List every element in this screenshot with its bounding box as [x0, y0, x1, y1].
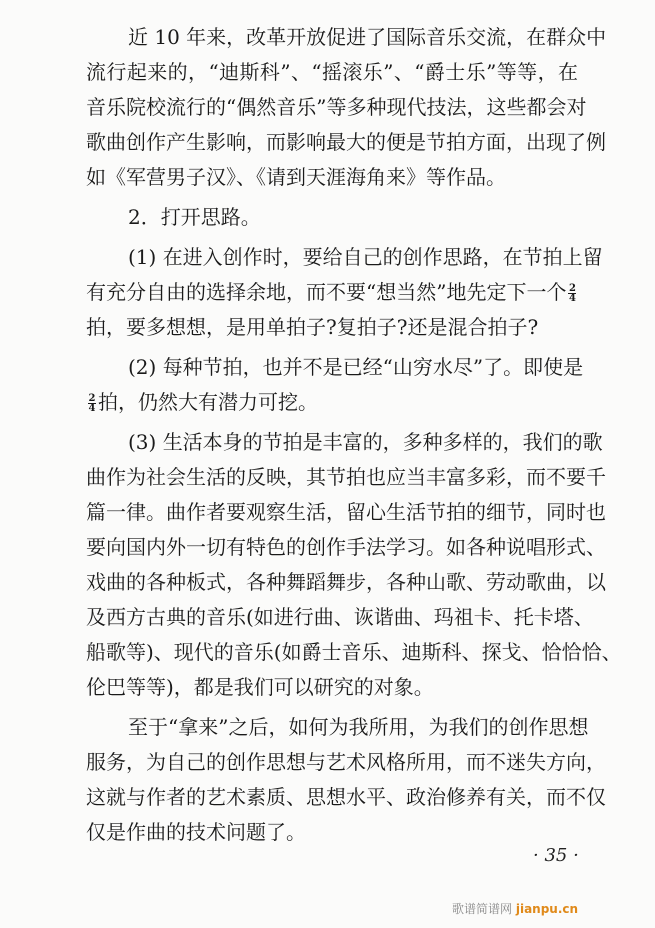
page-number: · 35 · — [533, 845, 579, 866]
time-signature: $\frac{2}{4}$ — [568, 283, 576, 304]
text-line: 篇一律。曲作者要观察生活，留心生活节拍的细节，同时也 — [86, 500, 606, 524]
text-line: 及西方古典的音乐(如进行曲、诙谐曲、玛祖卡、托卡塔、 — [86, 605, 594, 629]
text-line: 戏曲的各种板式，各种舞蹈舞步，各种山歌、劳动歌曲，以 — [86, 570, 606, 594]
text-line: 2．打开思路。 — [128, 205, 261, 229]
text-line: 船歌等)、现代的音乐(如爵士音乐、迪斯科、探戈、恰恰恰、 — [86, 640, 622, 664]
paragraph — [86, 710, 606, 850]
paragraph — [86, 200, 578, 235]
text-line: 如《军营男子汉》、《请到天涯海角来》等作品。 — [86, 165, 506, 189]
paragraph — [86, 350, 584, 420]
text-line: 要向国内外一切有特色的创作手法学习。如各种说唱形式、 — [86, 535, 606, 559]
text-line: 歌曲创作产生影响，而影响最大的便是节拍方面，出现了例 — [86, 130, 606, 154]
text-line: 仅是作曲的技术问题了。 — [86, 820, 306, 844]
paragraph — [86, 240, 603, 345]
text-line: (2) 每种节拍，也并不是已经“山穷水尽”了。即使是 — [128, 355, 584, 379]
text-line: 曲作为社会生活的反映，其节拍也应当丰富多彩，而不要千 — [86, 465, 606, 489]
watermark-site: 歌谱简谱网 — [452, 902, 513, 916]
time-signature: $\frac{2}{4}$ — [88, 393, 96, 414]
text-line: 音乐院校流行的“偶然音乐”等多种现代技法，这些都会对 — [86, 95, 587, 119]
text-line: 这就与作者的艺术素质、思想水平、政治修养有关，而不仅 — [86, 785, 606, 809]
text-line: 近 10 年来，改革开放促进了国际音乐交流，在群众中 — [128, 25, 607, 49]
text-line: 拍，要多想想，是用单拍子?复拍子?还是混合拍子? — [86, 315, 539, 339]
text-line: 至于“拿来”之后，如何为我所用，为我们的创作思想 — [128, 715, 589, 739]
text-line: (3) 生活本身的节拍是丰富的，多种多样的，我们的歌 — [128, 430, 603, 454]
paragraph — [86, 425, 622, 705]
text-line: 流行起来的，“迪斯科”、“摇滚乐”、“爵士乐”等等，在 — [86, 60, 578, 84]
text-line: 有充分自由的选择余地，而不要“想当然”地先定下一个 $\frac{2}{4}$ — [86, 280, 576, 304]
text-line: 伦巴等等)，都是我们可以研究的对象。 — [86, 675, 434, 699]
watermark-url: jianpu.cn — [515, 902, 579, 916]
text-line: (1) 在进入创作时，要给自己的创作思路，在节拍上留 — [128, 245, 603, 269]
text-line: $\frac{2}{4}$ 拍，仍然大有潜力可挖。 — [88, 390, 318, 414]
document-body — [86, 20, 622, 850]
paragraph — [86, 20, 607, 195]
watermark — [452, 900, 578, 917]
text-line: 服务，为自己的创作思想与艺术风格所用，而不迷失方向， — [86, 750, 606, 774]
